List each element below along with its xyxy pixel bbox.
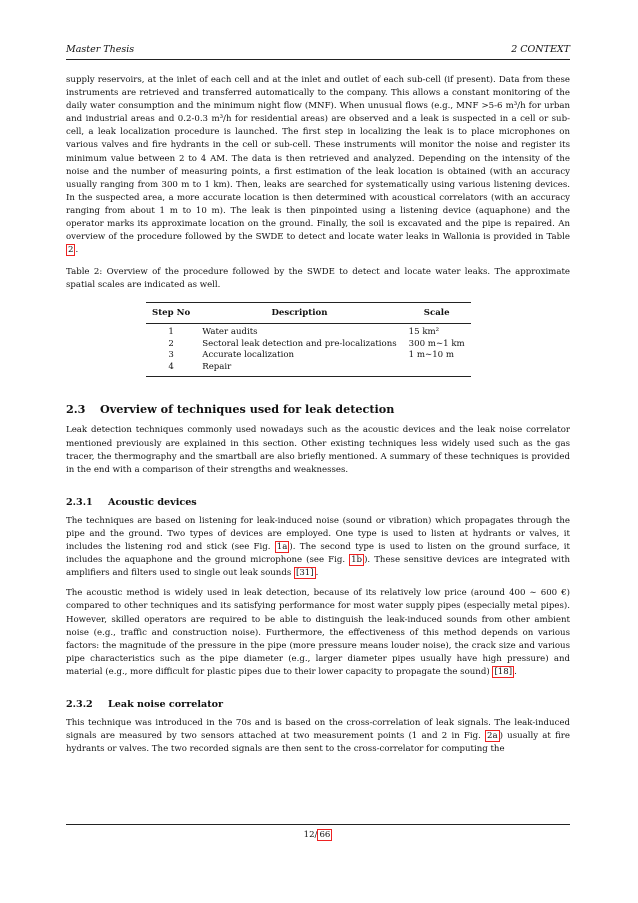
header-chapter: 2 CONTEXT — [511, 44, 570, 55]
paragraph-acoustic-method: The acoustic method is widely used in leak detection, because of its relatively low price (around 400 ∼ 600 €) compared to other techniques and its satisfying performance for most water supply pipes (especially metal pipes). However, skilled operators are required to be able to distinguish the leak-induced sounds from other ambient noise (e.g., traffic and construction noise). Furthermore, the effectiveness of this method depends on various factors: the magnitude of the pressure in the pipe (more pressure means louder noise), the crack size and various pipe characteristics such as the pipe diameter (e.g., larger diameter pipes usually have high pressure) and material (e.g., more difficult for plastic pipes due to their lower capacity to propagate the sound) [18] . — [66, 588, 570, 677]
table-link[interactable]: 2 — [68, 245, 74, 256]
table-header-description: Description — [196, 302, 402, 324]
paragraph-overview: Leak detection techniques commonly used nowadays such as the acoustic devices and the leak noise correlator mentioned previously are explained in this section. Other existing techniques less widely used such as the gas tracer, the thermography and the smartball are also briefly mentioned. A summary of these techniques is provided in the end with a comparison of their strengths and weaknesses. — [66, 425, 570, 475]
table-caption: Table 2: Overview of the procedure followed by the SWDE to detect and locate water leaks. The approximate spatial scales are indicated as well. — [66, 267, 570, 291]
page-footer: 12/ 66 — [66, 824, 570, 840]
table-row: 2 Sectoral leak detection and pre-localizations 300 m∼1 km — [168, 338, 465, 349]
header-title: Master Thesis — [66, 44, 135, 55]
page-body — [66, 74, 570, 756]
page-number: 12 — [303, 830, 315, 840]
citation-link[interactable]: [31] — [295, 568, 314, 579]
running-header — [66, 44, 570, 60]
figure-link[interactable]: 1a — [276, 542, 288, 553]
table-header-scale: Scale — [403, 302, 471, 324]
table-row: 1 Water audits 15 km² — [168, 327, 440, 338]
table-row: 3 Accurate localization 1 m∼10 m — [168, 350, 455, 361]
table-header-step: Step No — [146, 302, 196, 324]
paragraph-intro: supply reservoirs, at the inlet of each cell and at the inlet and outlet of each sub-cell (if present). Data from these instruments are retrieved and transferred automatically to the company. This allows a constant monitoring of the daily water consumption and the minimum night flow (MNF). When unusual flows (e.g., MNF >5-6 m³/h for urban and industrial areas and 0.2-0.3 m³/h for residential areas) are observed and a leak is suspected in a cell or sub-cell, a leak localization procedure is launched. The first step in localizing the leak is to place microphones on various valves and fire hydrants in the cell or sub-cell. These instruments will monitor the noise and register its minimum value between 2 to 4 AM. The data is then retrieved and analyzed. Depending on the intensity of the noise and the number of measuring points, a first estimation of the leak location is obtained (with an accuracy usually ranging from 300 m to 1 km). Then, leaks are searched for systematically using various listening devices. In the suspected area, a more accurate location is then determined with acoustical correlators (with an accuracy ranging from about 1 m to 10 m). The leak is then pinpointed using a listening device (aquaphone) and the operator marks its approximate location on the ground. Finally, the soil is excavated and the pipe is repaired. An overview of the procedure followed by the SWDE to detect and locate water leaks in Wallonia is provided in Table 2 . — [66, 75, 570, 256]
subsection-heading-2-3-1: 2.3.1 Acoustic devices — [66, 496, 197, 508]
section-heading-2-3: 2.3 Overview of techniques used for leak detection — [66, 402, 395, 417]
paragraph-leak-noise-correlator: This technique was introduced in the 70s and is based on the cross-correlation of leak signals. The leak-induced signals are measured by two sensors attached at two measurement points (1 and 2 in Fig. 2a ) usually at fire hydrants or valves. The two recorded signals are then sent to the cross-correlator for computing the — [66, 717, 570, 755]
figure-link[interactable]: 2a — [487, 731, 498, 742]
procedure-table — [146, 302, 471, 378]
citation-link[interactable]: [18] — [494, 666, 513, 677]
figure-link[interactable]: 1b — [351, 555, 363, 566]
total-pages-link[interactable]: 66 — [319, 830, 331, 840]
paragraph-acoustic-devices: The techniques are based on listening for leak-induced noise (sound or vibration) which propagates through the pipe and the ground. Two types of devices are employed. One type is used to listen at hydrants or valves, it includes the listening rod and stick (see Fig. 1a ). The second type is used to listen on the ground surface, it includes the aquaphone and the ground microphone (see Fig. 1b ). These sensitive devices are integrated with amplifiers and filters used to single out leak sounds [31] . — [66, 515, 571, 579]
table-row: 4 Repair — [168, 361, 232, 372]
subsection-heading-2-3-2: 2.3.2 Leak noise correlator — [66, 698, 224, 710]
